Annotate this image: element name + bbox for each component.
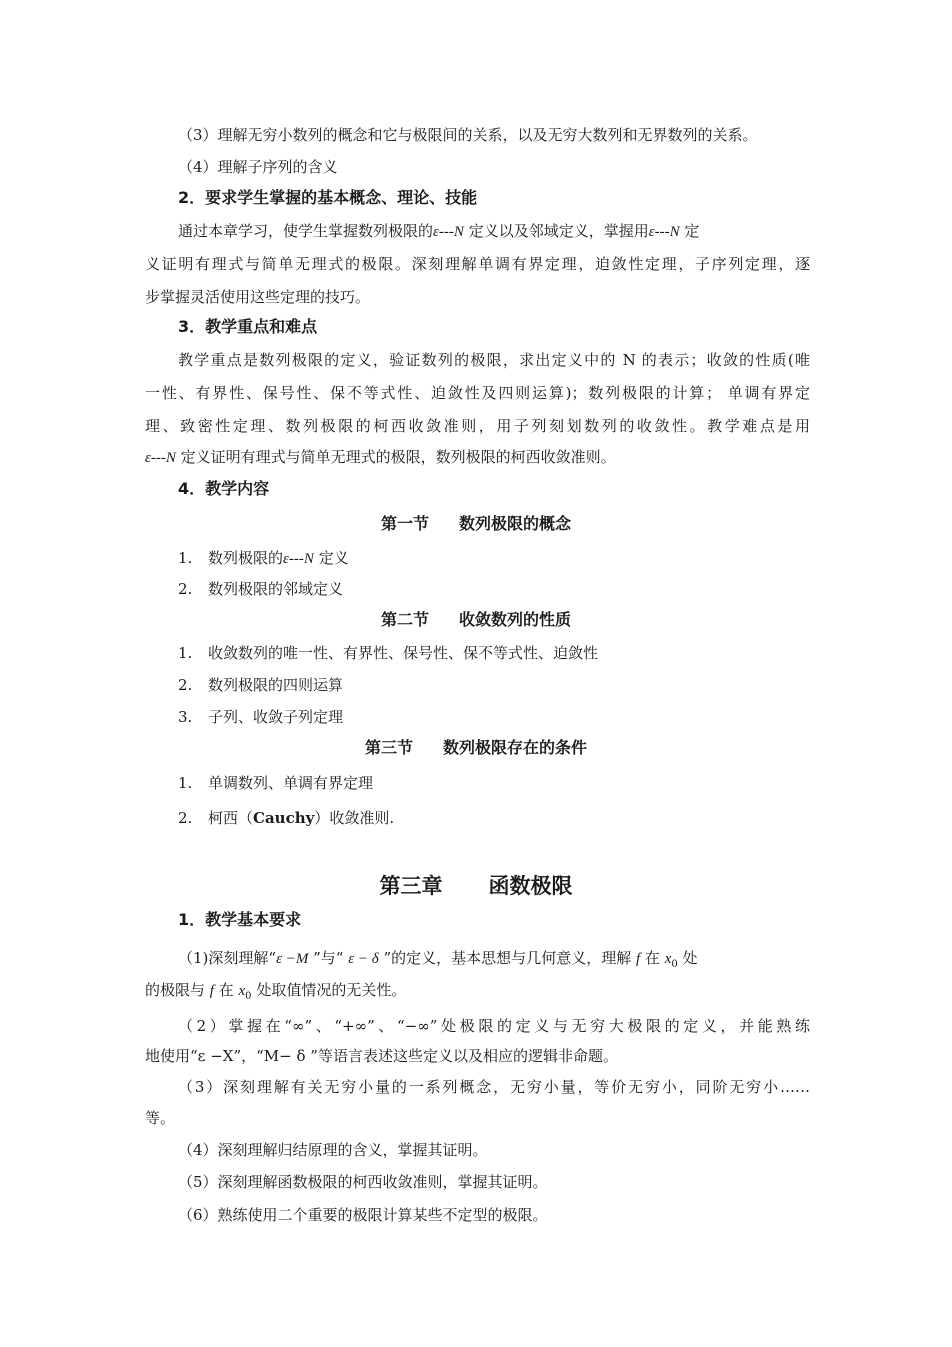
list-item: 1. 数列极限的ε---N 定义 — [178, 549, 349, 567]
epsilon-n-formula: ε---N — [433, 224, 464, 240]
objective-1-line-1: （1)深刻理解“ε −M ”与“ ε − δ ”的定义，基本思想与几何意义，理解 f 在 $x_0$ 处 — [178, 949, 698, 970]
list-item: 3. 子列、收敛子列定理 — [178, 708, 344, 726]
heading-key-points: 3．教学重点和难点 — [178, 317, 318, 336]
paragraph-key-points-line-1: 教学重点是数列极限的定义，验证数列的极限，求出定义中的 N 的表示；收敛的性质(唯 — [178, 351, 810, 369]
objective-4: （4）理解子序列的含义 — [178, 158, 338, 176]
paragraph-key-points-line-2: 一性、有界性、保号性、保不等式性、迫敛性及四则运算)；数列极限的计算； 单调有界定 — [145, 384, 810, 402]
paragraph-concepts-line-2: 义证明有理式与简单无理式的极限。深刻理解单调有界定理，迫敛性定理，子序列定理，逐 — [145, 255, 810, 273]
heading-basic-requirements: 1．教学基本要求 — [178, 910, 302, 929]
list-item: 2. 柯西（Cauchy）收敛准则. — [178, 809, 395, 827]
objective-4: （4）深刻理解归结原理的含义，掌握其证明。 — [178, 1141, 488, 1159]
objective-3-line-1: （3）深刻理解有关无穷小量的一系列概念，无穷小量，等价无穷小，同阶无穷小…… — [178, 1078, 810, 1096]
heading-teaching-content: 4．教学内容 — [178, 479, 270, 498]
list-item: 2. 数列极限的邻域定义 — [178, 580, 344, 598]
objective-2-line-1: （2）掌握在“∞”、“+∞”、“−∞”处极限的定义与无穷大极限的定义，并能熟练 — [178, 1017, 810, 1035]
epsilon-n-formula: ε---N — [283, 551, 314, 567]
paragraph-key-points-line-3: 理、致密性定理、数列极限的柯西收敛准则，用子列刻划数列的收敛性。教学难点是用 — [145, 417, 810, 435]
section-2-title: 第二节 收敛数列的性质 — [380, 610, 572, 629]
objective-6: （6）熟练使用二个重要的极限计算某些不定型的极限。 — [178, 1206, 548, 1224]
epsilon-n-formula: ε---N — [145, 450, 176, 466]
objective-5: （5）深刻理解函数极限的柯西收敛准则，掌握其证明。 — [178, 1173, 548, 1191]
objective-3-line-2: 等。 — [145, 1109, 176, 1127]
paragraph-concepts-line-3: 步掌握灵活使用这些定理的技巧。 — [145, 288, 371, 306]
paragraph-key-points-line-4: ε---N 定义证明有理式与简单无理式的极限，数列极限的柯西收敛准则。 — [145, 448, 616, 466]
list-item: 1. 收敛数列的唯一性、有界性、保号性、保不等式性、迫敛性 — [178, 644, 599, 662]
list-item: 2. 数列极限的四则运算 — [178, 676, 344, 694]
list-item: 1. 单调数列、单调有界定理 — [178, 774, 374, 792]
section-3-title: 第三节 数列极限存在的条件 — [364, 738, 588, 757]
heading-basic-concepts: 2．要求学生掌握的基本概念、理论、技能 — [178, 188, 478, 207]
objective-1-line-2: 的极限与 f 在 $x_0$ 处取值情况的无关性。 — [145, 981, 407, 1002]
paragraph-concepts-line-1: 通过本章学习，使学生掌握数列极限的ε---N 定义以及邻域定义，掌握用ε---N 定 — [178, 222, 700, 240]
objective-3: （3）理解无穷小数列的概念和它与极限间的关系，以及无穷大数列和无界数列的关系。 — [178, 126, 758, 144]
section-1-title: 第一节 数列极限的概念 — [380, 514, 572, 533]
epsilon-n-formula: ε---N — [648, 224, 680, 240]
objective-2-line-2: 地使用“ε −X”，“M− δ ”等语言表述这些定义以及相应的逻辑非命题。 — [145, 1047, 618, 1065]
chapter-3-title: 第三章 函数极限 — [379, 874, 573, 898]
